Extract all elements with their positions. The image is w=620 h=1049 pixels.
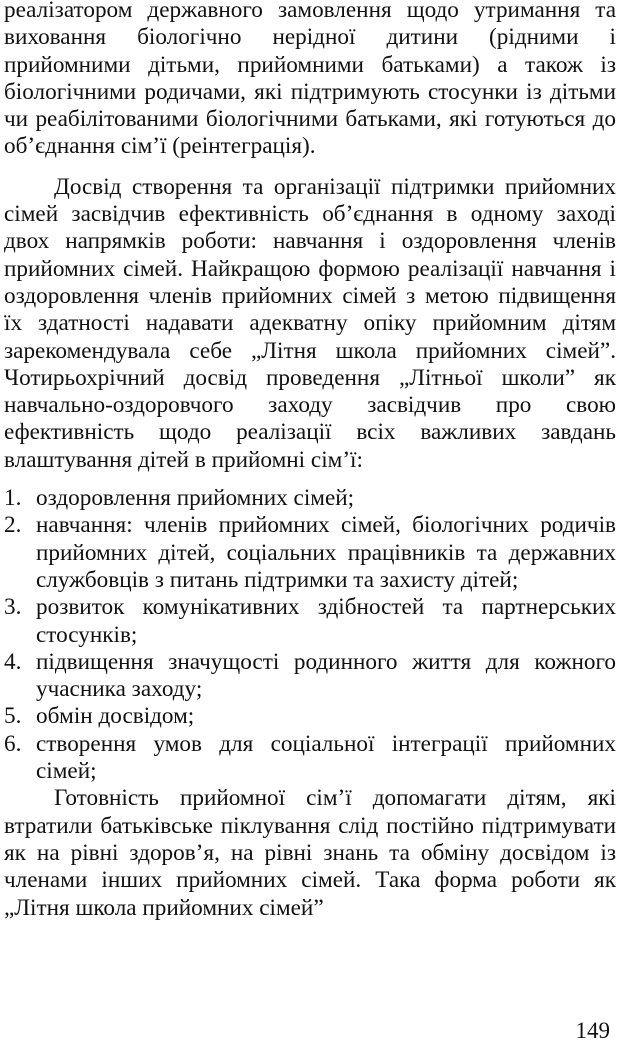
list-item-number: 3.	[4, 594, 22, 621]
list-item-text: навчання: членів прийомних сімей, біологічних родичів прийомних дітей, соціальних працівників та державних службовців з питань підтримки та захисту дітей;	[36, 512, 616, 593]
list-item	[4, 512, 616, 594]
task-list	[4, 485, 616, 785]
list-item-number: 5.	[4, 703, 22, 730]
list-item-number: 1.	[4, 485, 22, 512]
list-item-text: обмін досвідом;	[36, 703, 195, 730]
list-item-text: оздоровлення прийомних сімей;	[36, 485, 355, 512]
list-item-number: 4.	[4, 648, 22, 675]
list-item-text: підвищення значущості родинного життя для кожного учасника заходу;	[36, 648, 616, 703]
paragraph-summer-school-experience: Досвід створення та організації підтримки прийомних сімей засвідчив ефективність об’єднання в одному заході двох напрямків роботи: навчання і оздоровлення членів прийомних сімей. Найкращою формою реалізації навчання і оздоровлення членів прийомних сімей з метою підвищення їх здатності надавати адекватну опіку прийомним дітям зарекомендувала себе „Літня школа прийомних сімей”. Чотирьохрічний досвід проведення „Літньої школи” як навчально-оздоровчого заходу засвідчив про свою ефективність щодо реалізації всіх важливих завдань влаштування дітей в прийомні сім’ї:	[4, 173, 616, 473]
list-item	[4, 649, 616, 704]
paragraph-reintegration: реалізатором державного замовлення щодо утримання та виховання біологічно нерідної дитини (рідними і прийомними дітьми, прийомними батьками) а також із біологічними родичами, які підтримують стосунки із дітьми чи реабілітованими біологічними батьками, які готуються до об’єднання сім’ї (реінтеграція).	[4, 0, 616, 160]
list-item-number: 6.	[4, 730, 22, 757]
page-number: 149	[575, 1018, 610, 1043]
list-item	[4, 594, 616, 649]
list-item	[4, 485, 616, 512]
list-item-text: розвиток комунікативних здібностей та партнерських стосунків;	[36, 594, 616, 648]
list-item-number: 2.	[4, 512, 22, 539]
list-item-text: створення умов для соціальної інтеграції прийомних сімей;	[36, 730, 616, 785]
list-item	[4, 703, 616, 730]
list-item	[4, 731, 616, 786]
page-body	[4, 0, 616, 922]
paragraph-readiness: Готовність прийомної сім’ї допомагати дітям, які втратили батьківське піклування слід постійно підтримувати як на рівні здоров’я, на рівні знань та обміну досвідом із членами інших прийомних сімей. Така форма роботи як „Літня школа прийомних сімей”	[4, 785, 616, 921]
